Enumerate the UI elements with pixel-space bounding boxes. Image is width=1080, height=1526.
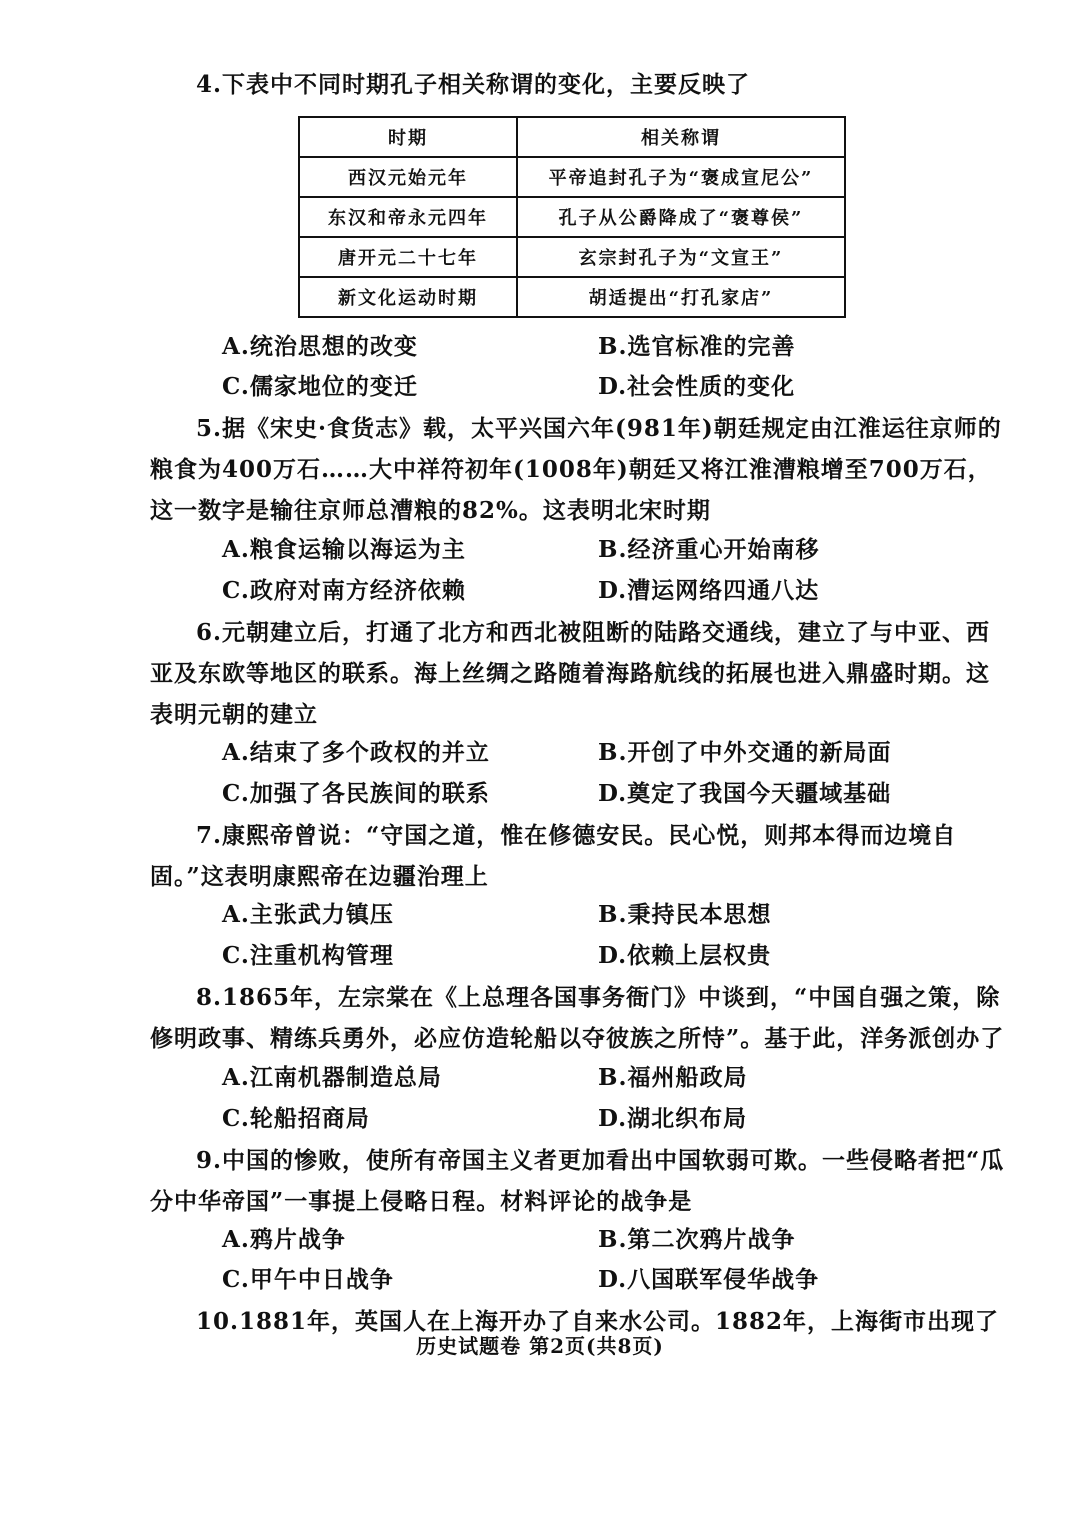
table-cell: 平帝追封孔子为“褒成宣尼公” <box>517 157 845 197</box>
option-d: D.漕运网络四通八达 <box>598 577 820 604</box>
option-a: A.结束了多个政权的并立 <box>222 739 490 766</box>
table-header-cell: 时期 <box>299 117 517 157</box>
option-d: D.社会性质的变化 <box>598 373 796 400</box>
option-b: B.开创了中外交通的新局面 <box>598 739 892 766</box>
option-b: B.经济重心开始南移 <box>598 536 820 563</box>
option-a: A.粮食运输以海运为主 <box>222 536 466 563</box>
table-cell: 东汉和帝永元四年 <box>299 197 517 237</box>
option-c: C.轮船招商局 <box>222 1105 370 1132</box>
table-row <box>299 277 845 317</box>
question-stem: 10.1881年，英国人在上海开办了自来水公司。1882年，上海街市出现了 <box>196 1308 1000 1335</box>
option-c: C.加强了各民族间的联系 <box>222 780 490 807</box>
option-d: D.湖北织布局 <box>598 1105 748 1132</box>
question-4 <box>196 64 1051 105</box>
question-stem: 4.下表中不同时期孔子相关称谓的变化，主要反映了 <box>196 71 751 98</box>
option-b: B.第二次鸦片战争 <box>598 1226 796 1253</box>
page-footer: 历史试题卷 第2页(共8页) <box>416 1334 664 1358</box>
question-stem: 7.康熙帝曾说：“守国之道，惟在修德安民。民心悦，则邦本得而边境自固。”这表明康熙帝在边疆治理上 <box>150 822 957 890</box>
table-cell: 西汉元始元年 <box>299 157 517 197</box>
table-row <box>299 157 845 197</box>
option-b: B.福州船政局 <box>598 1064 748 1091</box>
question-stem: 8.1865年，左宗棠在《上总理各国事务衙门》中谈到，“中国自强之策，除修明政事、精练兵勇外，必应仿造轮船以夺彼族之所恃”。基于此，洋务派创办了 <box>150 984 1005 1052</box>
table-cell: 孔子从公爵降成了“褒尊侯” <box>517 197 845 237</box>
question-8 <box>150 977 1005 1059</box>
table-header-row <box>299 117 845 157</box>
option-a: A.统治思想的改变 <box>222 333 418 360</box>
question-5 <box>150 408 1005 531</box>
title-table <box>298 116 846 318</box>
question-stem: 9.中国的惨败，使所有帝国主义者更加看出中国软弱可欺。一些侵略者把“瓜分中华帝国”一事提上侵略日程。材料评论的战争是 <box>150 1147 1005 1215</box>
option-c: C.甲午中日战争 <box>222 1266 394 1293</box>
option-a: A.鸦片战争 <box>222 1226 346 1253</box>
table-cell: 胡适提出“打孔家店” <box>517 277 845 317</box>
question-9 <box>150 1140 1005 1222</box>
table-row <box>299 197 845 237</box>
option-a: A.主张武力镇压 <box>222 901 394 928</box>
table-cell: 新文化运动时期 <box>299 277 517 317</box>
table-header-cell: 相关称谓 <box>517 117 845 157</box>
option-d: D.依赖上层权贵 <box>598 942 772 969</box>
table-cell: 唐开元二十七年 <box>299 237 517 277</box>
question-7 <box>150 815 1005 897</box>
option-c: C.政府对南方经济依赖 <box>222 577 466 604</box>
option-a: A.江南机器制造总局 <box>222 1064 442 1091</box>
option-d: D.奠定了我国今天疆域基础 <box>598 780 892 807</box>
question-6 <box>150 612 1005 735</box>
table-row <box>299 237 845 277</box>
option-c: C.注重机构管理 <box>222 942 394 969</box>
option-c: C.儒家地位的变迁 <box>222 373 418 400</box>
option-d: D.八国联军侵华战争 <box>598 1266 820 1293</box>
option-b: B.选官标准的完善 <box>598 333 796 360</box>
table-cell: 玄宗封孔子为“文宣王” <box>517 237 845 277</box>
question-stem: 5.据《宋史·食货志》载，太平兴国六年(981年)朝廷规定由江淮运往京师的粮食为400万石……大中祥符初年(1008年)朝廷又将江淮漕粮增至700万石，这一数字是输往京师总漕粮的82%。这表明北宋时期 <box>150 415 1002 524</box>
question-stem: 6.元朝建立后，打通了北方和西北被阻断的陆路交通线，建立了与中亚、西亚及东欧等地区的联系。海上丝绸之路随着海路航线的拓展也进入鼎盛时期。这表明元朝的建立 <box>150 619 991 728</box>
option-b: B.秉持民本思想 <box>598 901 772 928</box>
